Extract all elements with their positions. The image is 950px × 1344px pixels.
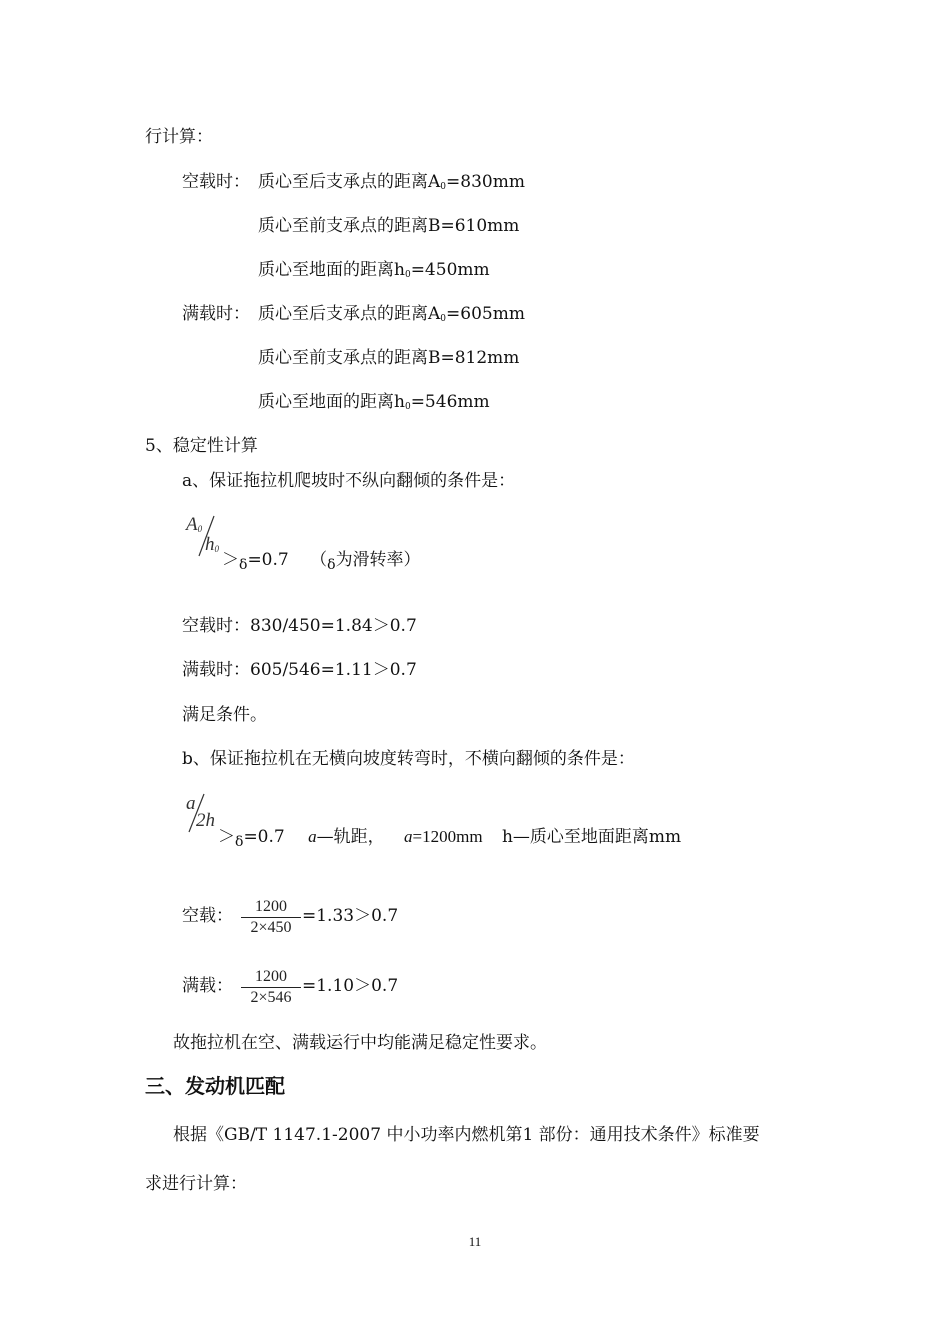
cond-b-full-num: 1200: [255, 968, 287, 985]
empty-b-line: 质心至前支承点的距离B=610mm: [258, 216, 520, 236]
cond-b-empty-fraction: [241, 898, 301, 937]
cond-b-denominator: 2h: [196, 810, 215, 831]
empty-load-label: 空载时：: [182, 172, 250, 192]
cond-b-delta: δ: [235, 834, 244, 850]
cond-b-def-h: h—质心至地面距离mm: [501, 827, 682, 847]
full-h0-line: [258, 391, 490, 418]
empty-a0-sub: 0: [440, 182, 447, 192]
fraction-bar: [241, 917, 301, 918]
empty-h0-text: 质心至地面的距离h: [258, 260, 405, 280]
cond-b-def-a-text: —轨距，: [316, 827, 385, 847]
cond-b-empty-result: =1.33＞0.7: [302, 906, 399, 926]
cond-b-full-result: =1.10＞0.7: [302, 976, 399, 996]
standard-paragraph-cont: 求进行计算：: [145, 1174, 247, 1194]
cond-b-numerator: a: [186, 793, 196, 814]
cond-b-empty-label: 空载：: [182, 906, 233, 926]
conclusion-text: 故拖拉机在空、满载运行中均能满足稳定性要求。: [173, 1033, 547, 1053]
standard-paragraph: 根据《GB/T 1147.1-2007 中小功率内燃机第1 部份：通用技术条件》标准要: [173, 1125, 760, 1145]
cond-b-def-a: a: [308, 827, 317, 846]
empty-a0-value: =830mm: [446, 172, 525, 192]
cond-a-delta: δ: [239, 557, 248, 573]
cond-b-value: =0.7: [243, 827, 285, 847]
cond-b-def-a2-text: =1200mm: [412, 827, 483, 846]
cond-a-numerator: $A_0$: [186, 514, 203, 535]
page-number: 11: [468, 1234, 482, 1249]
cond-a-note-open: （: [310, 550, 328, 570]
cond-b-gt: ＞: [218, 827, 235, 847]
full-h0-text: 质心至地面的距离h: [258, 392, 405, 412]
section5-title: 5、稳定性计算: [145, 436, 258, 456]
cond-a-text: a、保证拖拉机爬坡时不纵向翻倾的条件是：: [182, 471, 516, 491]
cond-b-inequality: [218, 826, 681, 853]
empty-h0-line: [258, 259, 490, 286]
cond-b-def-a2: a: [404, 827, 413, 846]
cond-a-full-calc: 满载时：605/546=1.11＞0.7: [182, 660, 417, 680]
cond-a-inequality: [222, 549, 421, 576]
cond-b-empty-den: 2×450: [250, 919, 292, 936]
cond-a-gt: ＞: [222, 550, 239, 570]
full-b-line: 质心至前支承点的距离B=812mm: [258, 348, 520, 368]
cond-a-satisfied: 满足条件。: [182, 705, 267, 725]
empty-a0-line: [258, 171, 525, 198]
cond-a-denominator: $h_0$: [205, 534, 219, 555]
full-load-label: 满载时：: [182, 304, 250, 324]
cond-a-note-text: 为滑转率）: [335, 550, 421, 570]
cond-b-full-label: 满载：: [182, 976, 233, 996]
full-h0-sub: 0: [404, 402, 411, 412]
cond-a-empty-calc: 空载时：830/450=1.84＞0.7: [182, 616, 417, 636]
cond-b-text: b、保证拖拉机在无横向坡度转弯时，不横向翻倾的条件是：: [182, 749, 635, 769]
empty-h0-sub: 0: [404, 270, 411, 280]
cond-b-full-den: 2×546: [250, 989, 292, 1006]
fraction-bar: [241, 987, 301, 988]
full-a0-text: 质心至后支承点的距离A: [258, 304, 441, 324]
cond-b-full-fraction: [241, 968, 301, 1007]
cond-a-note-delta: δ: [327, 557, 336, 573]
intro-text: 行计算：: [145, 127, 213, 147]
full-a0-sub: 0: [440, 314, 447, 324]
full-h0-value: =546mm: [410, 392, 490, 412]
empty-a0-text: 质心至后支承点的距离A: [258, 172, 441, 192]
full-a0-value: =605mm: [446, 304, 525, 324]
empty-h0-value: =450mm: [410, 260, 490, 280]
full-a0-line: [258, 303, 525, 330]
section3-title: 三、发动机匹配: [145, 1074, 285, 1098]
cond-b-empty-num: 1200: [255, 898, 287, 915]
cond-a-value: =0.7: [247, 550, 289, 570]
